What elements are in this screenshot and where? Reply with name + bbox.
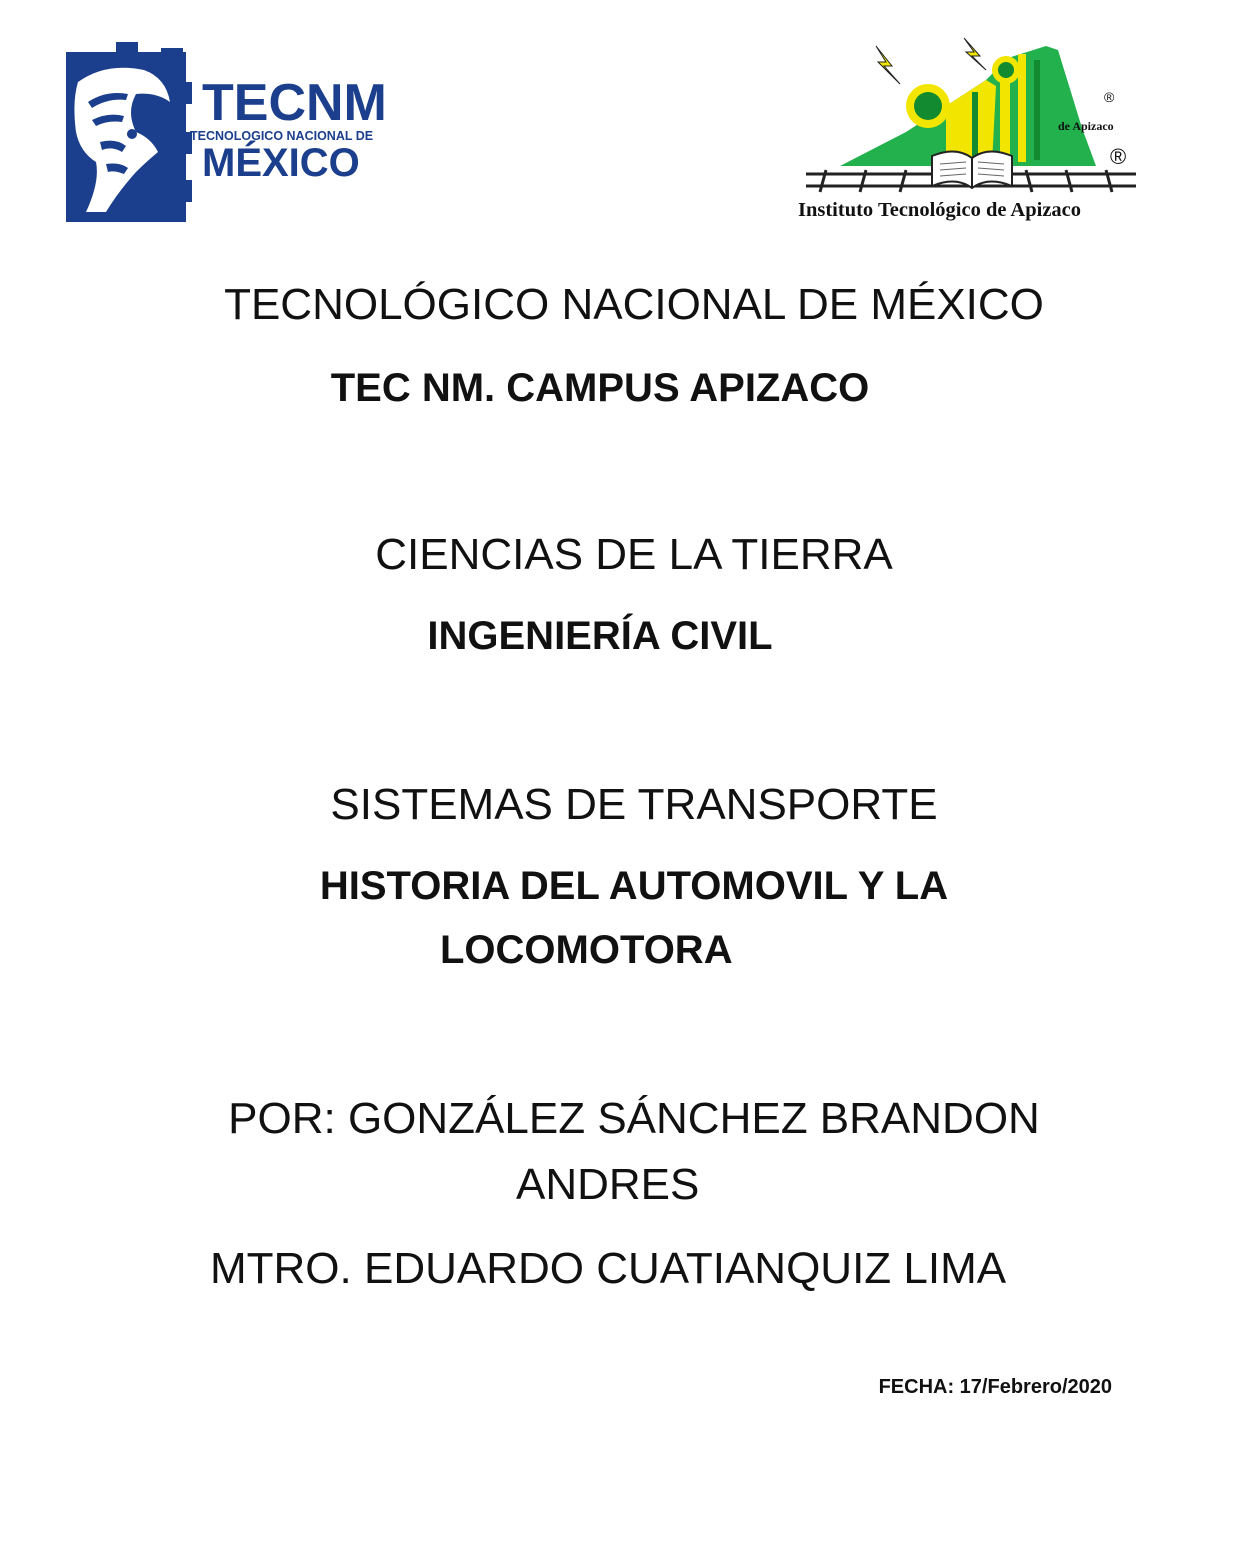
career-name: INGENIERÍA CIVIL xyxy=(427,614,773,658)
institution-name: TECNOLÓGICO NACIONAL DE MÉXICO xyxy=(224,280,1044,329)
tecnm-logo-title: TECNM xyxy=(202,74,387,132)
apizaco-emblem-icon xyxy=(796,36,1144,228)
subject-name: CIENCIAS DE LA TIERRA xyxy=(375,530,893,579)
author-line1: POR: GONZÁLEZ SÁNCHEZ BRANDON xyxy=(228,1094,1040,1143)
date-label: FECHA: 17/Febrero/2020 xyxy=(878,1376,1112,1398)
tecnm-emblem-icon xyxy=(66,42,387,226)
registered-mark-small: ® xyxy=(1104,89,1115,105)
teacher-name: MTRO. EDUARDO CUATIANQUIZ LIMA xyxy=(210,1244,1007,1293)
apizaco-logo-caption: Instituto Tecnológico de Apizaco xyxy=(798,199,1082,221)
topic-title-line1: HISTORIA DEL AUTOMOVIL Y LA xyxy=(319,864,949,908)
author-line2: ANDRES xyxy=(516,1160,700,1209)
tecnm-logo-subtitle: TECNOLOGICO NACIONAL DE xyxy=(190,129,374,143)
topic-title-line2: LOCOMOTORA xyxy=(440,928,733,972)
apizaco-inner-text: de Apizaco xyxy=(1058,119,1114,133)
tecnm-logo xyxy=(66,42,387,226)
apizaco-logo xyxy=(796,36,1144,228)
tecnm-logo-country: MÉXICO xyxy=(202,141,360,185)
campus-name: TEC NM. CAMPUS APIZACO xyxy=(330,366,870,410)
course-name: SISTEMAS DE TRANSPORTE xyxy=(330,780,938,829)
registered-mark-large: ® xyxy=(1110,144,1127,169)
